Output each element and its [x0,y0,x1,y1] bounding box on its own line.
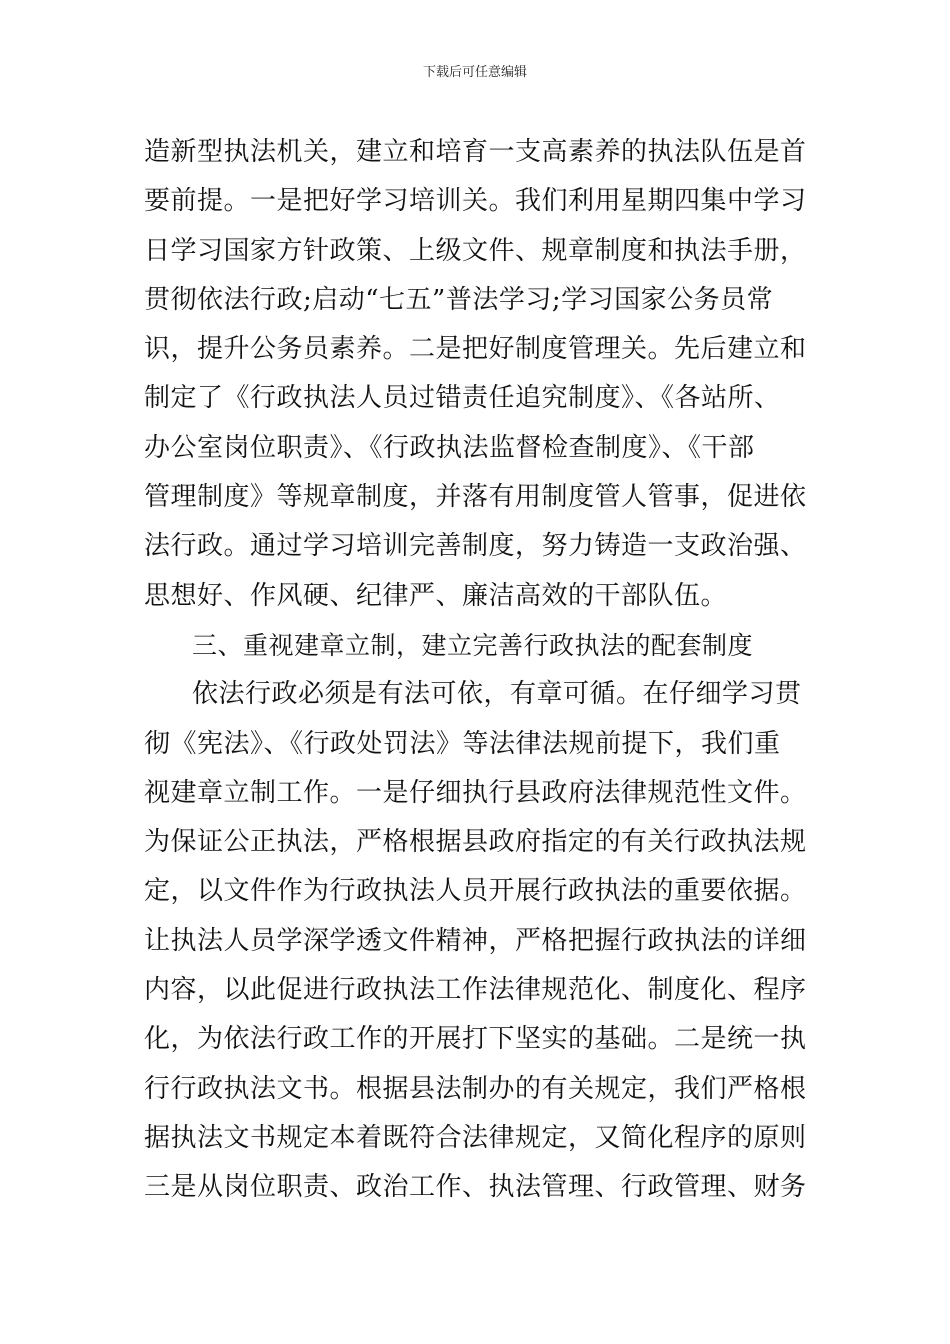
body-line: 三是从岗位职责、政治工作、执法管理、行政管理、财务 [144,1172,807,1203]
body-line: 贯彻依法行政;启动“七五”普法学习;学习国家公务员常 [144,284,774,315]
body-line: 制定了《行政执法人员过错责任追究制度》、《各站所、 [144,383,781,414]
body-line: 办公室岗位职责》、《行政执法监督检查制度》、《干部 [144,432,755,463]
body-line: 行行政执法文书。根据县法制办的有关规定，我们严格根 [144,1073,807,1104]
body-line: 日学习国家方针政策、上级文件、规章制度和执法手册， [144,235,807,266]
body-line: 法行政。通过学习培训完善制度，努力铸造一支政治强、 [144,531,807,562]
body-line: 识，提升公务员素养。二是把好制度管理关。先后建立和 [144,334,807,365]
body-line: 管理制度》等规章制度，并落有用制度管人管事，促进依 [144,482,807,513]
document-body [144,128,814,1213]
body-line: 视建章立制工作。一是仔细执行县政府法律规范性文件。 [144,777,807,808]
body-line: 据执法文书规定本着既符合法律规定，又简化程序的原则 [144,1122,807,1153]
body-line: 彻《宪法》、《行政处罚法》等法律法规前提下，我们重 [144,728,781,759]
body-line: 为保证公正执法，严格根据县政府指定的有关行政执法规 [144,827,807,858]
body-line: 思想好、作风硬、纪律严、廉洁高效的干部队伍。 [144,580,728,611]
body-line: 化，为依法行政工作的开展打下坚实的基础。二是统一执 [144,1024,807,1055]
page-header: 下载后可任意编辑 [422,65,527,80]
body-line: 要前提。一是把好学习培训关。我们利用星期四集中学习 [144,186,807,217]
body-line: 内容，以此促进行政执法工作法律规范化、制度化、程序 [144,975,807,1006]
paragraph-start-line: 依法行政必须是有法可依，有章可循。在仔细学习贯 [192,679,802,710]
body-line: 造新型执法机关，建立和培育一支高素养的执法队伍是首 [144,137,807,167]
section-heading: 三、重视建章立制，建立完善行政执法的配套制度 [192,630,754,660]
body-line: 让执法人员学深学透文件精神，严格把握行政执法的详细 [144,925,807,956]
body-line: 定，以文件作为行政执法人员开展行政执法的重要依据。 [144,876,807,907]
